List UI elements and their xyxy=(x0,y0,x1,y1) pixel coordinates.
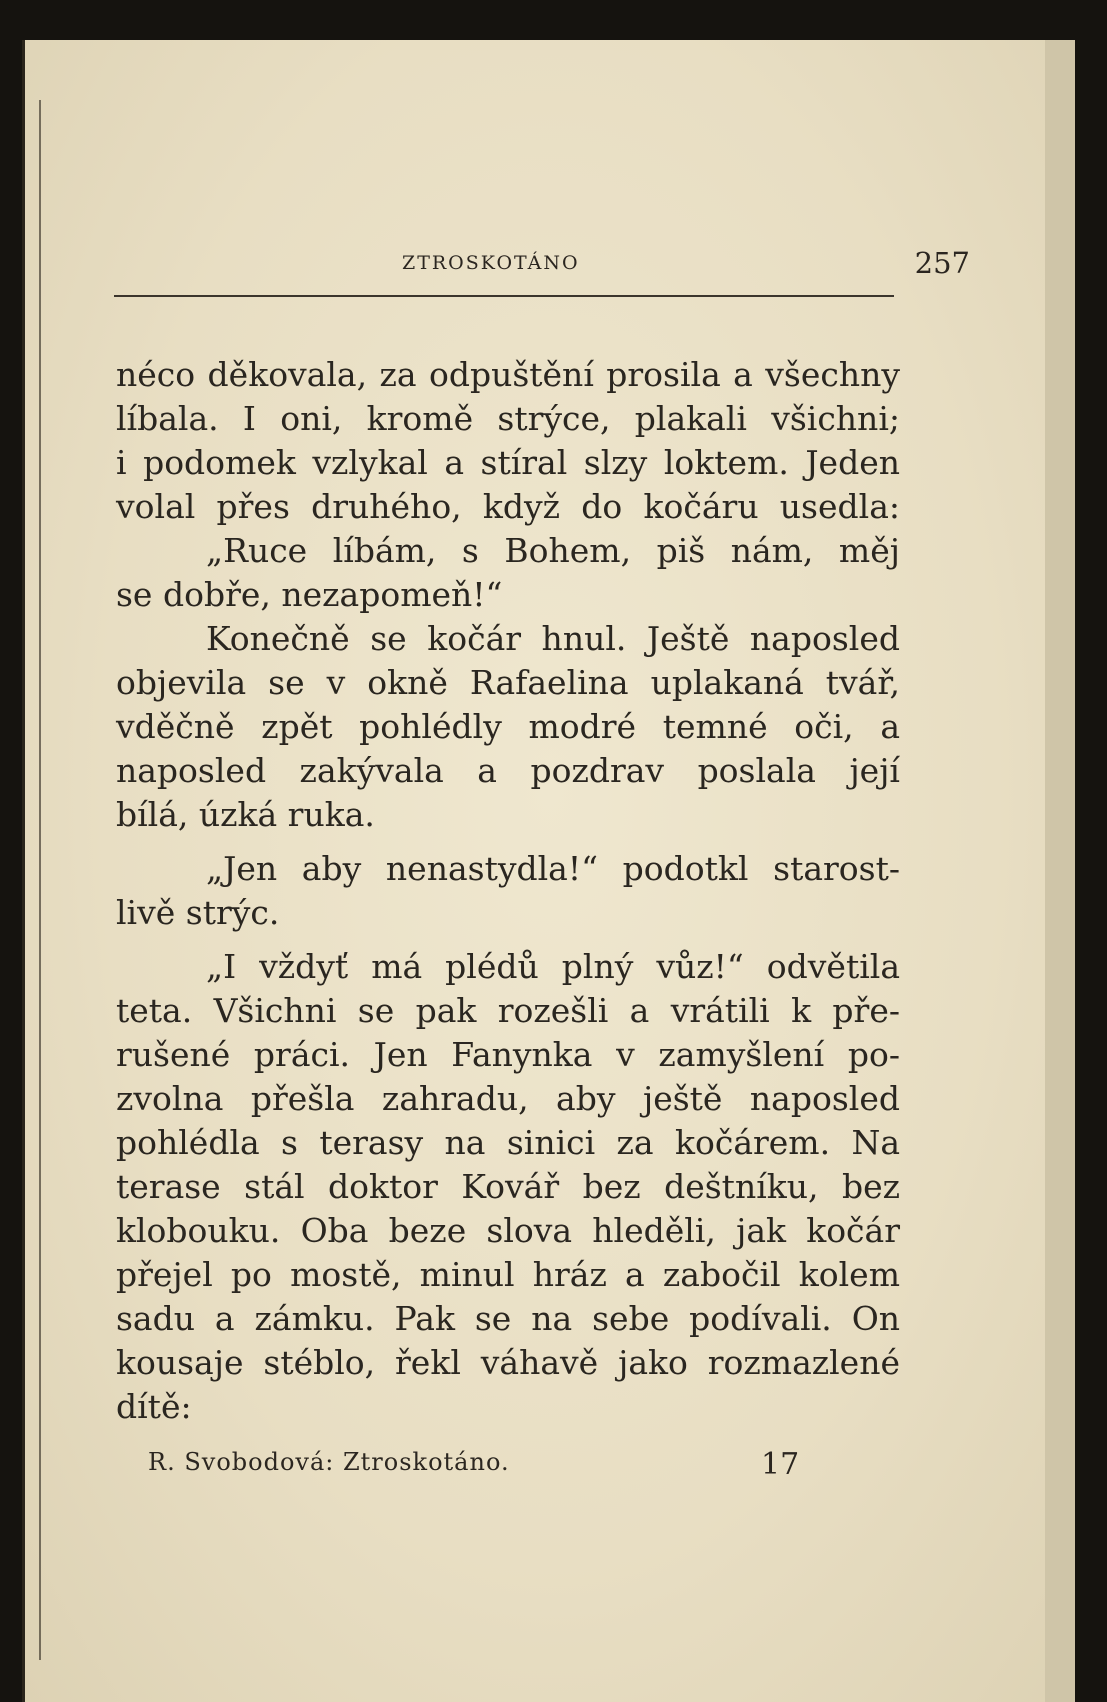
binding-edge-line xyxy=(39,100,41,1660)
text-line: „Ruce líbám, s Bohem, piš nám, měj xyxy=(206,531,900,570)
running-head: ZTROSKOTÁNO xyxy=(402,252,580,274)
text-line: bílá, úzká ruka. xyxy=(116,795,375,834)
text-line: terase stál doktor Kovář bez deštníku, bez xyxy=(116,1167,900,1206)
text-line: naposled zakývala a pozdrav poslala její xyxy=(116,751,900,790)
text-line: i podomek vzlykal a stíral slzy loktem. Jeden xyxy=(116,443,900,482)
text-line: klobouku. Oba beze slova hleděli, jak kočár xyxy=(116,1211,900,1250)
body-text xyxy=(116,353,900,1429)
text-line: „I vždyť má plédů plný vůz!“ odvětila xyxy=(206,947,900,986)
page-edge-shadow xyxy=(1045,40,1075,1702)
text-line: vděčně zpět pohlédly modré temné oči, a xyxy=(116,707,900,746)
text-line: přejel po mostě, minul hráz a zabočil kolem xyxy=(116,1255,900,1294)
text-line: se dobře, nezapomeň!“ xyxy=(116,575,503,614)
text-line: zvolna přešla zahradu, aby ještě naposled xyxy=(116,1079,900,1118)
footer-sheet-number: 17 xyxy=(761,1447,800,1482)
text-line: néco děkovala, za odpuštění prosila a všechny xyxy=(116,355,900,394)
text-line: volal přes druhého, když do kočáru usedla: xyxy=(116,487,900,526)
header-rule xyxy=(114,295,894,297)
text-line: kousaje stéblo, řekl váhavě jako rozmazlené xyxy=(116,1343,900,1382)
text-line: sadu a zámku. Pak se na sebe podívali. On xyxy=(116,1299,900,1338)
footer-signature: R. Svobodová: Ztroskotáno. xyxy=(148,1448,510,1476)
text-line: líbala. I oni, kromě strýce, plakali všichni; xyxy=(116,399,900,438)
text-line: „Jen aby nenastydla!“ podotkl starost- xyxy=(206,849,900,888)
text-line: objevila se v okně Rafaelina uplakaná tvář, xyxy=(116,663,900,702)
text-line: teta. Všichni se pak rozešli a vrátili k pře- xyxy=(116,991,900,1030)
text-line: pohlédla s terasy na sinici za kočárem. Na xyxy=(116,1123,900,1162)
text-line: rušené práci. Jen Fanynka v zamyšlení po- xyxy=(116,1035,900,1074)
page-number: 257 xyxy=(914,246,970,280)
text-line: dítě: xyxy=(116,1387,192,1426)
text-line: livě strýc. xyxy=(116,893,280,932)
text-line: Konečně se kočár hnul. Ještě naposled xyxy=(206,619,900,658)
